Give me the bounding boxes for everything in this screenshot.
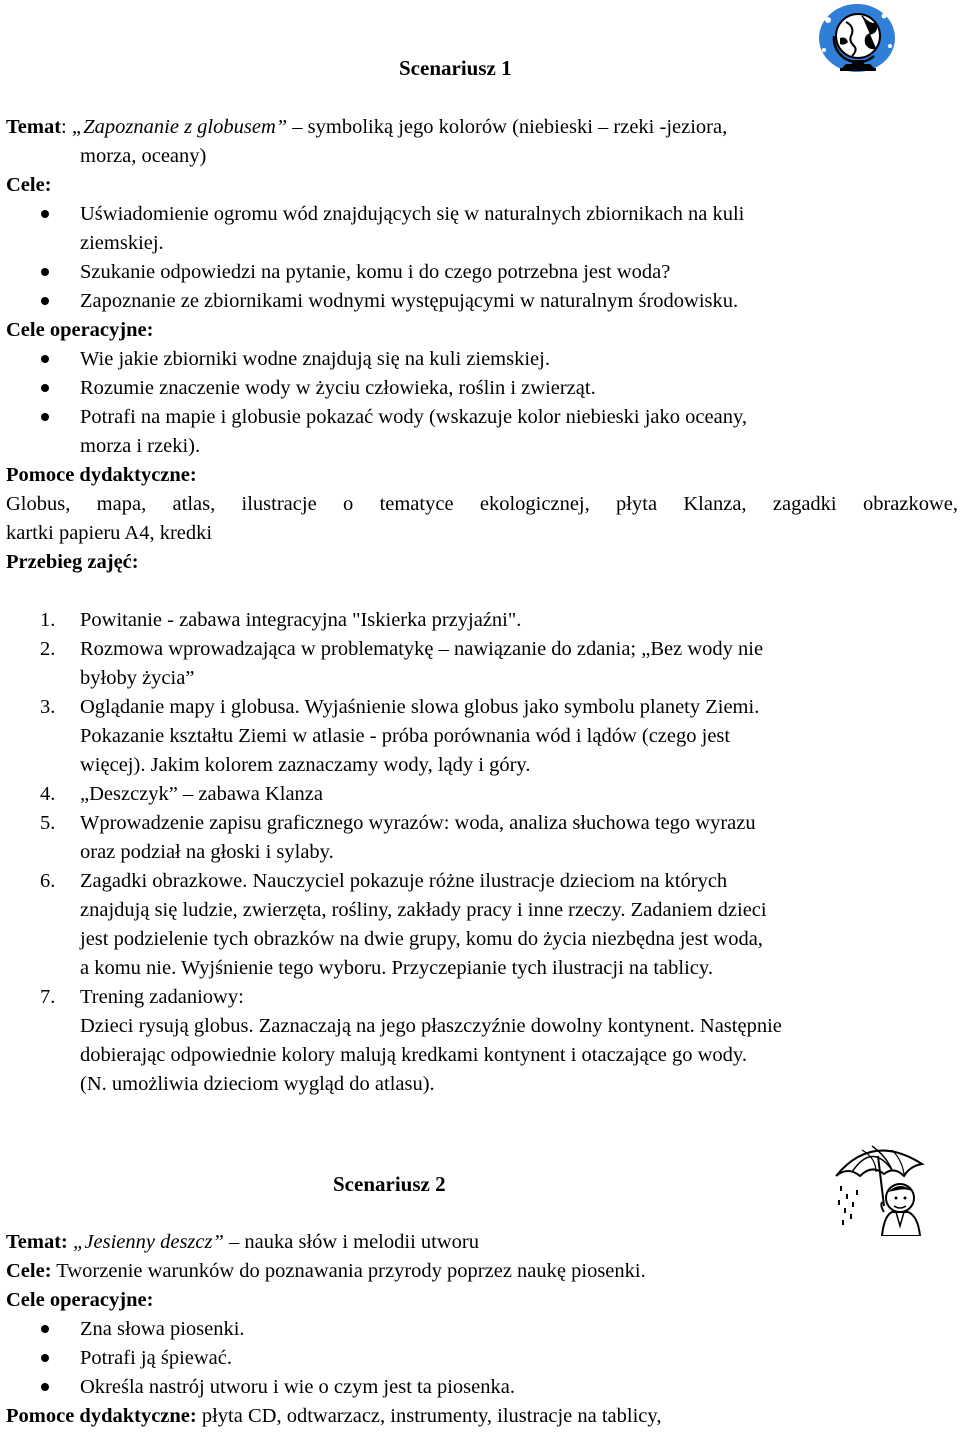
s1-cele-item-1-cont: ziemskiej. bbox=[80, 232, 164, 254]
s1-cele-item-2: Szukanie odpowiedzi na pytanie, komu i do czego potrzebna jest woda? bbox=[80, 261, 671, 283]
s1-cele-operacyjne-label: Cele operacyjne: bbox=[6, 319, 154, 341]
s2-temat-italic: „Jesienny deszcz” bbox=[73, 1231, 224, 1253]
umbrella-person-clipart-icon bbox=[832, 1136, 932, 1236]
s1-pomoce-line-1: Globus, mapa, atlas, ilustracje o tematyce ekologicznej, płyta Klanza, zagadki obrazkowe, bbox=[6, 493, 958, 515]
s2-cele-op-item-1: Zna słowa piosenki. bbox=[80, 1318, 245, 1340]
s1-przebieg-label: Przebieg zajęć: bbox=[6, 551, 139, 573]
globe-clipart-icon bbox=[812, 2, 902, 78]
s2-cele-line bbox=[6, 1257, 646, 1286]
s1-temat-colon: : bbox=[61, 116, 72, 138]
scenario-1-title: Scenariusz 1 bbox=[399, 56, 512, 80]
s1-cele-op-item-2: Rozumie znaczenie wody w życiu człowieka, roślin i zwierząt. bbox=[80, 377, 596, 399]
s1-cele-op-item-1: Wie jakie zbiorniki wodne znajdują się na kuli ziemskiej. bbox=[80, 348, 550, 370]
step-6-line-3: jest podzielenie tych obrazków na dwie grupy, komu do życia niezbędna jest woda, bbox=[80, 928, 763, 950]
step-4-line-1: „Deszczyk” – zabawa Klanza bbox=[80, 783, 323, 805]
step-3-line-1: Oglądanie mapy i globusa. Wyjaśnienie slowa globus jako symbolu planety Ziemi. bbox=[80, 696, 760, 718]
s1-temat-line bbox=[6, 113, 727, 142]
bullet-icon bbox=[41, 413, 49, 421]
step-1-line-1: Powitanie - zabawa integracyjna "Iskierka przyjaźni". bbox=[80, 609, 522, 631]
step-7-line-1: Trening zadaniowy: bbox=[80, 986, 244, 1008]
s1-cele-op-item-3: Potrafi na mapie i globusie pokazać wody (wskazuje kolor niebieski jako oceany, bbox=[80, 406, 747, 428]
step-6-line-1: Zagadki obrazkowe. Nauczyciel pokazuje różne ilustracje dzieciom na których bbox=[80, 870, 728, 892]
s1-pomoce-label: Pomoce dydaktyczne: bbox=[6, 464, 197, 486]
s1-temat-italic: „Zapoznanie z globusem” bbox=[71, 116, 288, 138]
step-number: 7. bbox=[40, 986, 56, 1008]
s1-cele-op-item-3-cont: morza i rzeki). bbox=[80, 435, 201, 457]
s2-cele-text: Tworzenie warunków do poznawania przyrody poprzez naukę piosenki. bbox=[51, 1260, 646, 1282]
step-3-line-2: Pokazanie kształtu Ziemi w atlasie - próba porównania wód i lądów (czego jest bbox=[80, 725, 731, 747]
step-number: 5. bbox=[40, 812, 56, 834]
step-number: 1. bbox=[40, 609, 56, 631]
s2-cele-label: Cele: bbox=[6, 1260, 52, 1282]
bullet-icon bbox=[41, 210, 49, 218]
step-2-line-2: byłoby życia” bbox=[80, 667, 195, 689]
s2-cele-op-item-3: Określa nastrój utworu i wie o czym jest ta piosenka. bbox=[80, 1376, 515, 1398]
s2-pomoce-label: Pomoce dydaktyczne: bbox=[6, 1405, 197, 1427]
bullet-icon bbox=[41, 355, 49, 363]
s2-cele-operacyjne-label: Cele operacyjne: bbox=[6, 1289, 154, 1311]
s2-temat-line bbox=[6, 1228, 479, 1257]
s1-temat-line-2: morza, oceany) bbox=[80, 145, 207, 167]
bullet-icon bbox=[41, 1354, 49, 1362]
step-5-line-1: Wprowadzenie zapisu graficznego wyrazów: woda, analiza słuchowa tego wyrazu bbox=[80, 812, 756, 834]
step-3-line-3: więcej). Jakim kolorem zaznaczamy wody, lądy i góry. bbox=[80, 754, 531, 776]
bullet-icon bbox=[41, 297, 49, 305]
step-5-line-2: oraz podział na głoski i sylaby. bbox=[80, 841, 334, 863]
bullet-icon bbox=[41, 384, 49, 392]
step-7-line-2: Dzieci rysują globus. Zaznaczają na jego płaszczyźnie dowolny kontynent. Następnie bbox=[80, 1015, 782, 1037]
step-number: 6. bbox=[40, 870, 56, 892]
s1-temat-label: Temat bbox=[6, 116, 62, 138]
step-number: 4. bbox=[40, 783, 56, 805]
step-number: 2. bbox=[40, 638, 56, 660]
bullet-icon bbox=[41, 1383, 49, 1391]
s1-cele-item-1: Uświadomienie ogromu wód znajdujących się w naturalnych zbiornikach na kuli bbox=[80, 203, 745, 225]
step-number: 3. bbox=[40, 696, 56, 718]
bullet-icon bbox=[41, 1325, 49, 1333]
s1-pomoce-line-2: kartki papieru A4, kredki bbox=[6, 522, 213, 544]
step-7-line-4: (N. umożliwia dzieciom wygląd do atlasu). bbox=[80, 1073, 435, 1095]
step-6-line-2: znajdują się ludzie, zwierzęta, rośliny, zakłady pracy i inne rzeczy. Zadaniem dzieci bbox=[80, 899, 767, 921]
s1-cele-item-3: Zapoznanie ze zbiornikami wodnymi występującymi w naturalnym środowisku. bbox=[80, 290, 739, 312]
s2-temat-label: Temat: bbox=[6, 1231, 68, 1253]
s1-cele-label: Cele: bbox=[6, 174, 52, 196]
scenario-2-title: Scenariusz 2 bbox=[333, 1172, 446, 1196]
bullet-icon bbox=[41, 268, 49, 276]
s1-temat-rest: – symboliką jego kolorów (niebieski – rzeki -jeziora, bbox=[287, 116, 728, 138]
s2-temat-rest: – nauka słów i melodii utworu bbox=[223, 1231, 479, 1253]
s2-cele-op-item-2: Potrafi ją śpiewać. bbox=[80, 1347, 232, 1369]
step-2-line-1: Rozmowa wprowadzająca w problematykę – nawiązanie do zdania; „Bez wody nie bbox=[80, 638, 764, 660]
step-7-line-3: dobierając odpowiednie kolory malują kredkami kontynent i otaczające go wody. bbox=[80, 1044, 747, 1066]
s2-pomoce-line bbox=[6, 1402, 661, 1431]
step-6-line-4: a komu nie. Wyjśnienie tego wyboru. Przyczepianie tych ilustracji na tablicy. bbox=[80, 957, 713, 979]
s2-pomoce-text: płyta CD, odtwarzacz, instrumenty, ilustracje na tablicy, bbox=[196, 1405, 662, 1427]
